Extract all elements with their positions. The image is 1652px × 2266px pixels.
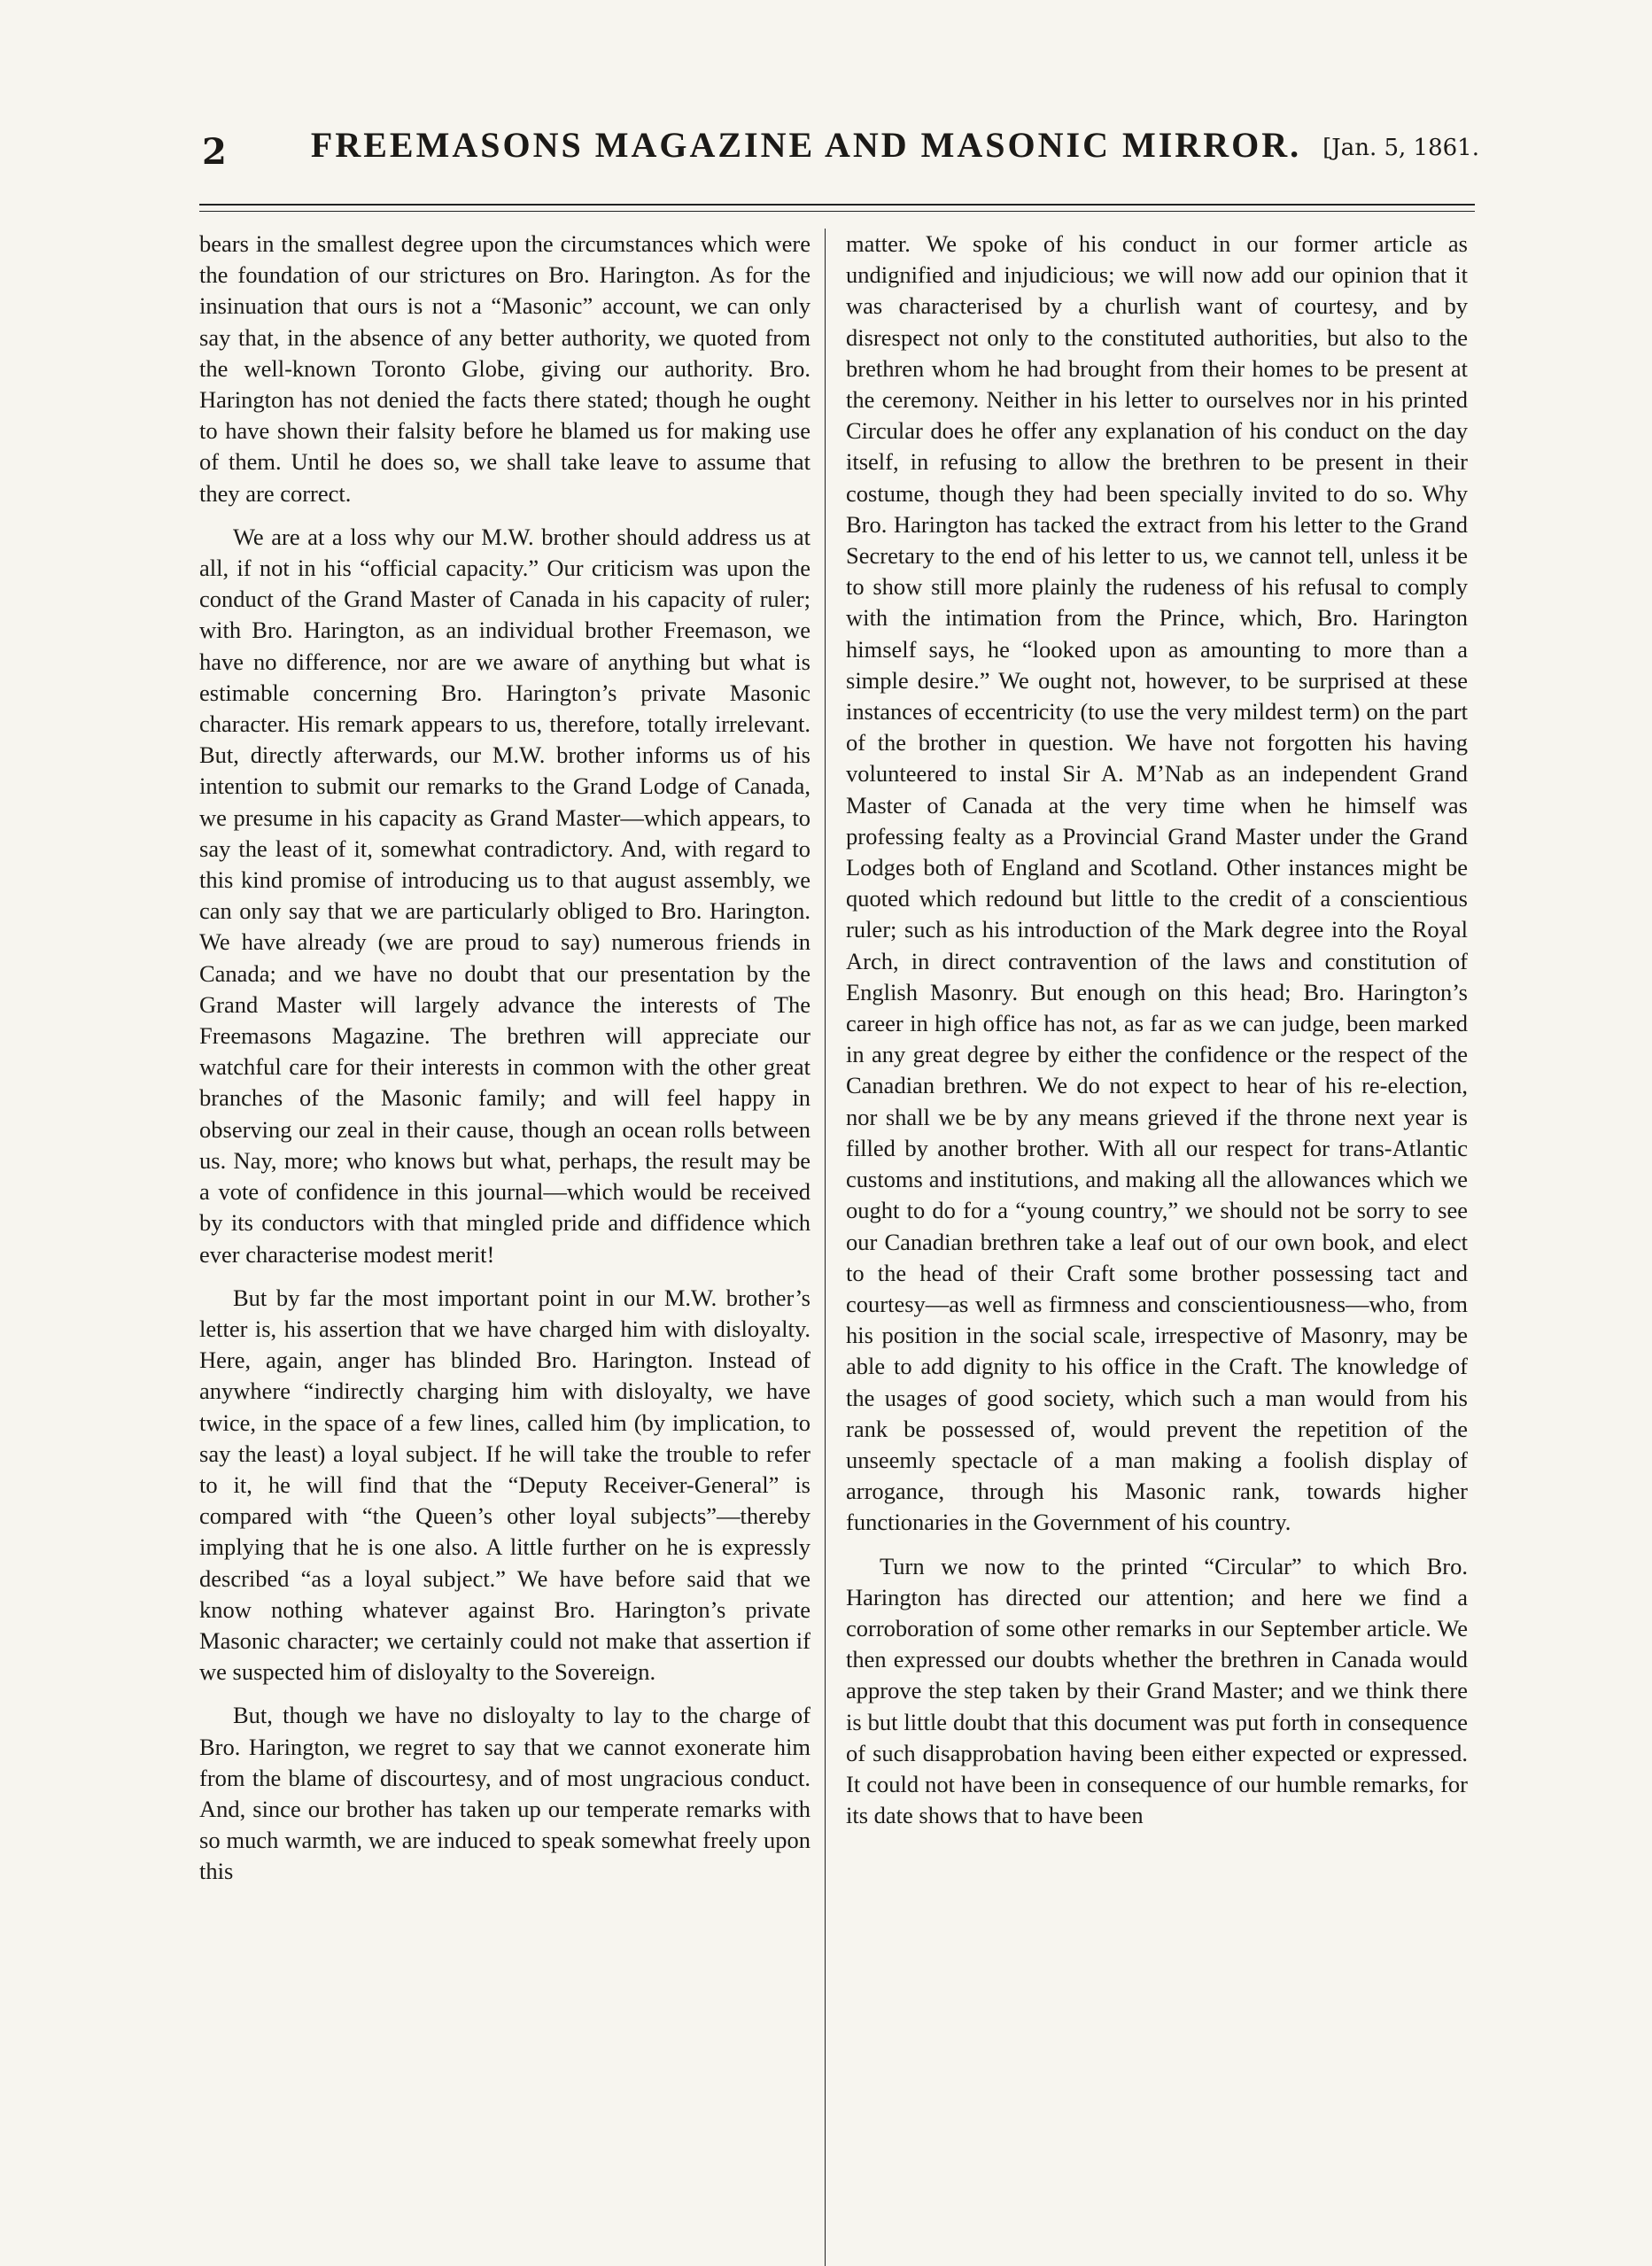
paragraph: bears in the smallest degree upon the circumstances which were the foundation of our strictures on Bro. Harington. As for the insinuation that ours is not a “Masonic” account, we can only say that, in the absence of any better authority, we quoted from the well-known Toronto Globe, giving our authority. Bro. Harington has not denied the facts there stated; though he ought to have shown their falsity before he blamed us for making use of them. Until he does so, we shall take leave to assume that they are correct. — [199, 230, 810, 507]
page-header — [133, 115, 1479, 186]
page-title: FREEMASONS MAGAZINE AND MASONIC MIRROR. — [310, 125, 1302, 165]
paragraph: Turn we now to the printed “Circular” to which Bro. Harington has directed our attention; and here we find a corroboration of some other remarks in our September article. We then expressed our doubts whether the brethren in Canada would approve the step taken by their Grand Master; and we think there is but little doubt that this document was put forth in consequence of such disapprobation having been either expected or expressed. It could not have been in consequence of our humble remarks, for its date shows that to have been — [846, 1552, 1468, 1829]
paragraph: matter. We spoke of his conduct in our former article as undignified and injudicious; we will now add our opinion that it was characterised by a churlish want of courtesy, and by disrespect not only to the constituted authorities, but also to the brethren whom he had brought from their homes to be present at the ceremony. Neither in his letter to ourselves nor in his printed Circular does he offer any explanation of his conduct on the day itself, in refusing to allow the brethren to be present in their costume, though they had been specially invited to do so. Why Bro. Harington has tacked the extract from his letter to the Grand Secretary to the end of his letter to us, we cannot tell, unless it be to show still more plainly the rudeness of his refusal to comply with the intimation from the Prince, which, Bro. Harington himself says, he “looked upon as amounting to more than a simple desire.” We ought not, however, to be surprised at these instances of eccentricity (to use the very mildest term) on the part of the brother in question. We have not forgotten his having volunteered to instal Sir A. M’Nab as an independent Grand Master of Canada at the very time when he himself was professing fealty as a Provincial Grand Master under the Grand Lodges both of England and Scotland. Other instances might be quoted which redound but little to the credit of a conscientious ruler; such as his introduction of the Mark degree into the Royal Arch, in direct contravention of the laws and constitution of English Masonry. But enough on this head; Bro. Harington’s career in high office has not, as far as we can judge, been marked in any great degree by either the confidence or the respect of the Canadian brethren. We do not expect to hear of his re-election, nor shall we be by any means grieved if the throne next year is filled by another brother. With all our respect for trans-Atlantic customs and institutions, and making all the allowances which we ought to do for a “young country,” we should not be sorry to see our Canadian brethren take a leaf out of our own book, and elect to the head of their Craft some brother possessing tact and courtesy—as well as firmness and conscientiousness—who, from his position in the social scale, irrespective of Masonry, may be able to add dignity to his office in the Craft. The knowledge of the usages of good society, which such a man would from his rank be possessed of, would prevent the repetition of the unseemly spectacle of a man making a foolish display of arrogance, through his Masonic rank, towards higher functionaries in the Government of his country. — [846, 230, 1468, 1536]
column-divider — [825, 229, 826, 2266]
right-column — [846, 229, 1468, 1843]
issue-date: [Jan. 5, 1861. — [1322, 135, 1479, 161]
header-rule — [199, 204, 1475, 206]
page-number: 2 — [202, 131, 227, 173]
left-column — [199, 229, 810, 1900]
paragraph: But, though we have no disloyalty to lay to the charge of Bro. Harington, we regret to say that we cannot exonerate him from the blame of discourtesy, and of most ungracious conduct. And, since our brother has taken up our temperate remarks with so much warmth, we are induced to speak somewhat freely upon this — [199, 1702, 810, 1885]
paragraph: We are at a loss why our M.W. brother should address us at all, if not in his “official capacity.” Our criticism was upon the conduct of the Grand Master of Canada in his capacity of ruler; with Bro. Harington, as an individual brother Freemason, we have no difference, nor are we aware of anything but what is estimable concerning Bro. Harington’s private Masonic character. His remark appears to us, therefore, totally irrelevant. But, directly afterwards, our M.W. brother informs us of his intention to submit our remarks to the Grand Lodge of Canada, we presume in his capacity as Grand Master—which appears, to say the least of it, somewhat contradictory. And, with regard to this kind promise of introducing us to that august assembly, we can only say that we are particularly obliged to Bro. Harington. We have already (we are proud to say) numerous friends in Canada; and we have no doubt that our presentation by the Grand Master will largely advance the interests of The Freemasons Magazine. The brethren will appreciate our watchful care for their interests in common with the other great branches of the Masonic family; and will feel happy in observing our zeal in their cause, though an ocean rolls between us. Nay, more; who knows but what, perhaps, the result may be a vote of confidence in this journal—which would be received by its conductors with that mingled pride and diffidence which ever characterise modest merit! — [199, 523, 810, 1268]
header-rule-thin — [199, 211, 1475, 212]
paragraph: But by far the most important point in our M.W. brother’s letter is, his assertion that we have charged him with disloyalty. Here, again, anger has blinded Bro. Harington. Instead of anywhere “indirectly charging him with disloyalty, we have twice, in the space of a few lines, called him (by implication, to say the least) a loyal subject. If he will take the trouble to refer to it, he will find that the “Deputy Receiver-General” is compared with “the Queen’s other loyal subjects”—thereby implying that he is one also. A little further on he is expressly described “as a loyal subject.” We have before said that we know nothing whatever against Bro. Harington’s private Masonic character; we certainly could not make that assertion if we suspected him of disloyalty to the Sovereign. — [199, 1284, 810, 1686]
